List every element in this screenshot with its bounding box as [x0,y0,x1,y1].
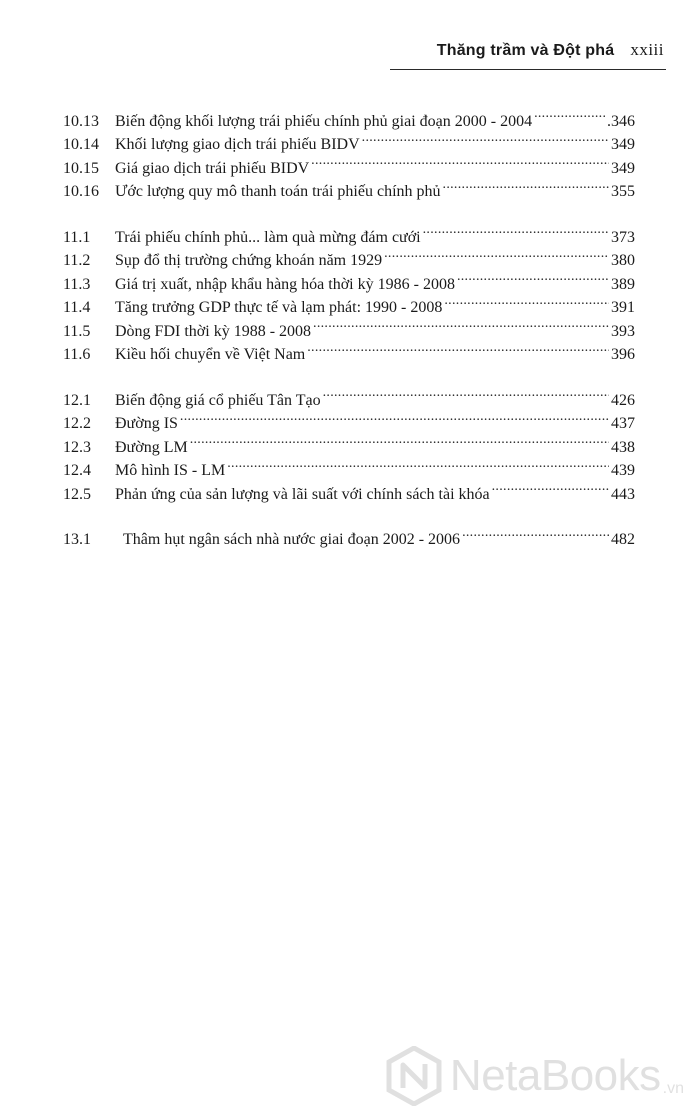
toc-entry-page: 380 [611,252,635,269]
toc-entry-title: Tăng trưởng GDP thực tế và lạm phát: 1990 - 2008 [115,299,443,316]
toc-entry-title: Thâm hụt ngân sách nhà nước giai đoạn 2002 - 2006 [123,531,461,548]
toc-group [63,218,635,363]
watermark [386,1046,684,1106]
running-header [437,40,664,60]
toc-entry-page: 355 [611,183,635,200]
header-title: Thăng trầm và Đột phá [436,42,615,59]
toc-entry-page: 437 [611,415,635,432]
toc-entry-page: 393 [611,322,635,340]
toc-entry-title: Dòng FDI thời kỳ 1988 - 2008 [115,322,312,340]
watermark-suffix: .vn [662,1080,684,1097]
toc-entry[interactable] [63,521,635,548]
dot-leader [311,149,609,173]
toc-entry-number: 10.15 [63,159,99,177]
toc-entry-title: Phản ứng của sản lượng và lãi suất với chính sách tài khóa [115,485,490,503]
toc-entry-title: Giá trị xuất, nhập khẩu hàng hóa thời kỳ 1986 - 2008 [115,275,455,293]
toc-entry-title: Sụp đổ thị trường chứng khoán năm 1929 [115,252,383,269]
toc-entry-page: .346 [607,112,635,130]
toc-entry-number: 12.3 [63,438,91,456]
dot-leader [492,475,609,499]
toc-entry-title: Kiều hối chuyển về Việt Nam [115,346,306,363]
toc-entry-number: 11.4 [63,299,91,316]
toc-entry-page: 391 [611,299,635,316]
dot-leader [227,452,609,476]
toc-entry-title: Biến động khối lượng trái phiếu chính phủ giai đoạn 2000 - 2004 [115,112,533,130]
toc-group [63,381,635,503]
dot-leader [190,428,609,452]
dot-leader [323,381,609,405]
dot-leader [180,405,609,429]
toc-entry-number: 12.4 [63,462,91,479]
toc-entry-number: 10.14 [63,136,99,153]
toc-entry-page: 482 [611,531,635,548]
toc-entry-number: 10.16 [63,183,99,200]
toc-entry-page: 373 [611,228,635,246]
dot-leader [462,521,609,545]
toc-entry-title: Đường LM [115,438,188,456]
toc-entry-title: Biến động giá cổ phiếu Tân Tạo [115,391,321,409]
toc-entry-number: 13.1 [63,531,91,548]
dot-leader [313,312,609,336]
toc-entry-title: Trái phiếu chính phủ... làm quà mừng đám cưới [115,228,421,246]
dot-leader [457,265,609,289]
table-of-contents [63,102,635,548]
dot-leader [307,336,609,360]
page-number: xxiii [630,40,664,59]
dot-leader [444,289,609,313]
toc-entry-title: Ước lượng quy mô thanh toán trái phiếu chính phủ [115,183,441,200]
toc-entry-number: 10.13 [63,112,99,130]
header-rule [390,69,666,70]
toc-entry-page: 439 [611,462,635,479]
dot-leader [534,102,605,126]
toc-entry-number: 12.5 [63,485,91,503]
toc-entry-page: 389 [611,275,635,293]
toc-entry-title: Giá giao dịch trái phiếu BIDV [115,159,310,177]
toc-entry-page: 438 [611,438,635,456]
watermark-brand: NetaBooks [449,1051,661,1100]
toc-entry-title: Đường IS [115,415,178,432]
toc-entry-number: 11.5 [63,322,91,340]
toc-entry[interactable] [63,218,635,246]
dot-leader [384,242,609,266]
toc-entry[interactable] [63,102,635,130]
toc-entry-number: 11.6 [63,346,91,363]
toc-entry-number: 12.2 [63,415,91,432]
toc-entry-page: 443 [611,485,635,503]
toc-group [63,521,635,548]
toc-entry-page: 396 [611,346,635,363]
toc-entry-number: 11.1 [63,228,91,246]
toc-entry[interactable] [63,381,635,409]
toc-entry-page: 349 [611,159,635,177]
toc-entry-title: Khối lượng giao dịch trái phiếu BIDV [115,136,360,153]
dot-leader [443,173,609,197]
toc-entry-number: 11.3 [63,275,91,293]
toc-entry-page: 349 [611,136,635,153]
dot-leader [423,218,609,242]
toc-entry-page: 426 [611,391,635,409]
dot-leader [362,126,609,150]
toc-entry-number: 12.1 [63,391,91,409]
netabooks-logo-icon [386,1046,442,1106]
toc-entry-number: 11.2 [63,252,91,269]
toc-group [63,102,635,200]
toc-entry-title: Mô hình IS - LM [115,462,226,479]
